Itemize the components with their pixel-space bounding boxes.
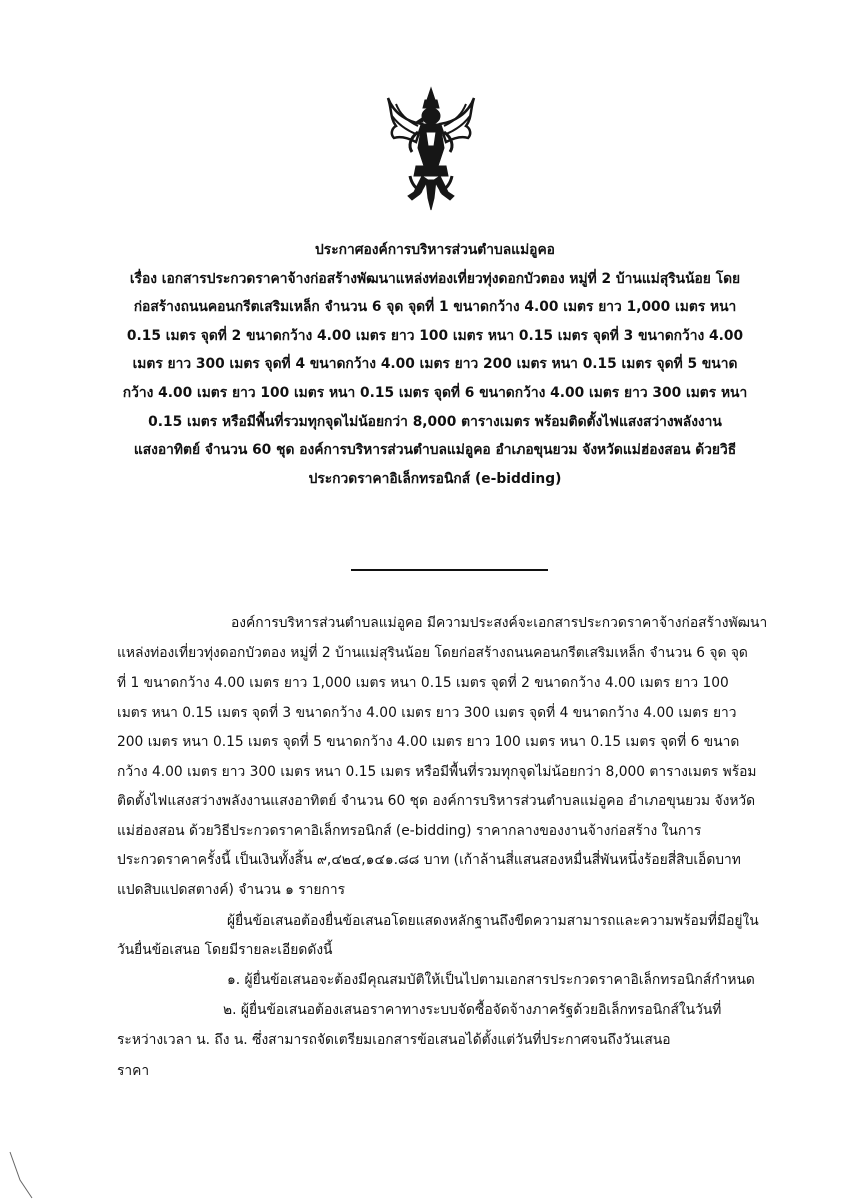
heading-line: ประกวดราคาอิเล็กทรอนิกส์ (e-bidding): [308, 470, 562, 487]
body-line: แปดสิบแปดสตางค์) จำนวน ๑ รายการ: [117, 882, 345, 898]
body-line: ระหว่างเวลา น. ถึง น. ซึ่งสามารถจัดเตรียมเอกสารข้อเสนอได้ตั้งแต่วันที่ประกาศจนถึงวันเสนอ: [117, 1032, 671, 1048]
heading-divider: [351, 569, 548, 571]
heading-line: 0.15 เมตร จุดที่ 2 ขนาดกว้าง 4.00 เมตร ยาว 100 เมตร หนา 0.15 เมตร จุดที่ 3 ขนาดกว้าง 4.00: [126, 327, 744, 344]
body-line: วันยื่นข้อเสนอ โดยมีรายละเอียดดังนี้: [117, 942, 333, 958]
body-line: ประกวดราคาครั้งนี้ เป็นเงินทั้งสิ้น ๙,๔๒๔,๑๔๑.๘๘ บาท (เก้าล้านสี่แสนสองหมื่นสี่พันหนึ่งร้อยสี่สิบเอ็ดบาท: [117, 852, 741, 868]
body-line: ติดตั้งไฟแสงสว่างพลังงานแสงอาทิตย์ จำนวน 60 ชุด องค์การบริหารส่วนตำบลแม่อูคอ อำเภอขุนยวม จังหวัด: [117, 793, 756, 809]
body-line: กว้าง 4.00 เมตร ยาว 300 เมตร หนา 0.15 เมตร หรือมีพื้นที่รวมทุกจุดไม่น้อยกว่า 8,000 ตารางเมตร พร้อม: [117, 764, 757, 780]
body-line: แม่ฮ่องสอน ด้วยวิธีประกวดราคาอิเล็กทรอนิกส์ (e-bidding) ราคากลางของงานจ้างก่อสร้าง ในการ: [117, 823, 702, 839]
body-line: ผู้ยื่นข้อเสนอต้องยื่นข้อเสนอโดยแสดงหลักฐานถึงขีดความสามารถและความพร้อมที่มีอยู่ใน: [227, 913, 759, 929]
scan-edge-mark: [6, 1150, 42, 1200]
heading-line: ประกาศองค์การบริหารส่วนตำบลแม่อูคอ: [315, 242, 555, 258]
garuda-emblem-icon: [382, 86, 480, 212]
heading-line: ก่อสร้างถนนคอนกรีตเสริมเหล็ก จำนวน 6 จุด จุดที่ 1 ขนาดกว้าง 4.00 เมตร ยาว 1,000 เมตร หนา: [133, 299, 737, 316]
heading-line: แสงอาทิตย์ จำนวน 60 ชุด องค์การบริหารส่วนตำบลแม่อูคอ อำเภอขุนยวม จังหวัดแม่ฮ่องสอน ด้วยวิธี: [133, 442, 737, 459]
heading-line: เมตร ยาว 300 เมตร จุดที่ 4 ขนาดกว้าง 4.00 เมตร ยาว 200 เมตร หนา 0.15 เมตร จุดที่ 5 ขนาด: [132, 356, 738, 373]
body-line: 200 เมตร หนา 0.15 เมตร จุดที่ 5 ขนาดกว้าง 4.00 เมตร ยาว 100 เมตร หนา 0.15 เมตร จุดที่ 6 ขนาด: [117, 734, 740, 750]
body-line: ๑. ผู้ยื่นข้อเสนอจะต้องมีคุณสมบัติให้เป็นไปตามเอกสารประกวดราคาอิเล็กทรอนิกส์กำหนด: [227, 972, 755, 988]
body-line: ราคา: [117, 1063, 150, 1079]
body-line: ๒. ผู้ยื่นข้อเสนอต้องเสนอราคาทางระบบจัดซื้อจัดจ้างภาครัฐด้วยอิเล็กทรอนิกส์ในวันที่: [223, 1002, 722, 1018]
heading-line: เรื่อง เอกสารประกวดราคาจ้างก่อสร้างพัฒนาแหล่งท่องเที่ยวทุ่งดอกบัวตอง หมู่ที่ 2 บ้านแม่สุรินน้อย โดย: [129, 270, 741, 287]
heading-line: 0.15 เมตร หรือมีพื้นที่รวมทุกจุดไม่น้อยกว่า 8,000 ตารางเมตร พร้อมติดตั้งไฟแสงสว่างพลังงาน: [148, 413, 722, 430]
body-line: องค์การบริหารส่วนตำบลแม่อูคอ มีความประสงค์จะเอกสารประกวดราคาจ้างก่อสร้างพัฒนา: [231, 615, 768, 631]
heading-line: กว้าง 4.00 เมตร ยาว 100 เมตร หนา 0.15 เมตร จุดที่ 6 ขนาดกว้าง 4.00 เมตร ยาว 300 เมตร หนา: [122, 384, 748, 401]
body-line: แหล่งท่องเที่ยวทุ่งดอกบัวตอง หมู่ที่ 2 บ้านแม่สุรินน้อย โดยก่อสร้างถนนคอนกรีตเสริมเหล็ก จำนวน 6 จุด จุด: [117, 645, 748, 661]
body-line: ที่ 1 ขนาดกว้าง 4.00 เมตร ยาว 1,000 เมตร หนา 0.15 เมตร จุดที่ 2 ขนาดกว้าง 4.00 เมตร ยาว 100: [117, 675, 729, 691]
body-line: เมตร หนา 0.15 เมตร จุดที่ 3 ขนาดกว้าง 4.00 เมตร ยาว 300 เมตร จุดที่ 4 ขนาดกว้าง 4.00 เมตร ยาว: [117, 705, 737, 721]
announcement-heading: [100, 236, 770, 493]
